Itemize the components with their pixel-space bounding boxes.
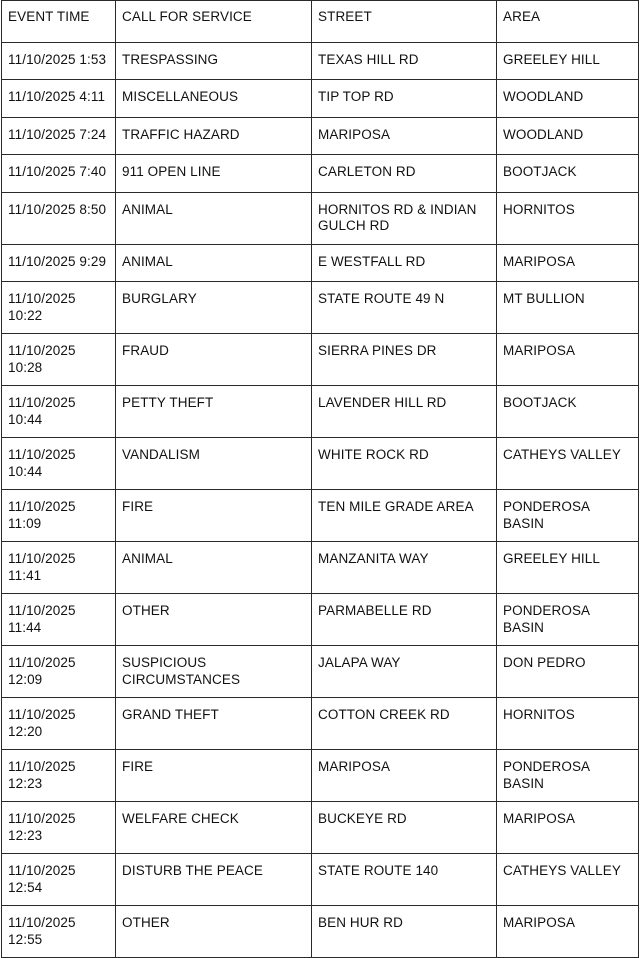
table-row [2,646,639,698]
cell-call-for-service: OTHER [116,594,312,646]
table-row [2,334,639,386]
cell-street: E WESTFALL RD [312,244,497,282]
cell-event-time: 11/10/2025 1:53 [2,42,116,80]
table-row [2,117,639,155]
table-row [2,386,639,438]
cell-area: WOODLAND [497,117,639,155]
cell-street: STATE ROUTE 49 N [312,282,497,334]
cell-call-for-service: BURGLARY [116,282,312,334]
cell-call-for-service: 911 OPEN LINE [116,155,312,193]
cell-event-time: 11/10/2025 11:41 [2,542,116,594]
table-row [2,906,639,958]
cell-call-for-service: ANIMAL [116,244,312,282]
table-row [2,750,639,802]
cell-call-for-service: VANDALISM [116,438,312,490]
cell-street: TEN MILE GRADE AREA [312,490,497,542]
cell-event-time: 11/10/2025 9:29 [2,244,116,282]
cell-call-for-service: PETTY THEFT [116,386,312,438]
cell-event-time: 11/10/2025 12:23 [2,802,116,854]
cell-area: PONDEROSA BASIN [497,490,639,542]
table-row [2,80,639,118]
cell-call-for-service: ANIMAL [116,192,312,244]
cell-area: MARIPOSA [497,334,639,386]
table-row [2,802,639,854]
table-row [2,542,639,594]
cell-area: PONDEROSA BASIN [497,750,639,802]
cell-area: HORNITOS [497,192,639,244]
cell-street: JALAPA WAY [312,646,497,698]
cell-event-time: 11/10/2025 7:40 [2,155,116,193]
cell-call-for-service: FIRE [116,750,312,802]
cell-street: STATE ROUTE 140 [312,854,497,906]
cell-call-for-service: FIRE [116,490,312,542]
cell-street: SIERRA PINES DR [312,334,497,386]
table-row [2,698,639,750]
cell-street: MANZANITA WAY [312,542,497,594]
cell-event-time: 11/10/2025 10:28 [2,334,116,386]
cell-street: COTTON CREEK RD [312,698,497,750]
header-event-time: EVENT TIME [2,1,116,43]
cell-event-time: 11/10/2025 12:20 [2,698,116,750]
cell-call-for-service: MISCELLANEOUS [116,80,312,118]
cell-street: HORNITOS RD & INDIAN GULCH RD [312,192,497,244]
cell-street: BUCKEYE RD [312,802,497,854]
cell-area: MARIPOSA [497,244,639,282]
cell-event-time: 11/10/2025 10:44 [2,386,116,438]
cell-call-for-service: ANIMAL [116,542,312,594]
cell-event-time: 11/10/2025 10:44 [2,438,116,490]
cell-street: LAVENDER HILL RD [312,386,497,438]
cell-call-for-service: TRESPASSING [116,42,312,80]
cell-event-time: 11/10/2025 4:11 [2,80,116,118]
table-row [2,490,639,542]
header-row [2,1,639,43]
table-row [2,282,639,334]
cell-area: MARIPOSA [497,802,639,854]
cell-street: PARMABELLE RD [312,594,497,646]
cell-event-time: 11/10/2025 12:55 [2,906,116,958]
cell-call-for-service: SUSPICIOUS CIRCUMSTANCES [116,646,312,698]
header-area: AREA [497,1,639,43]
call-log-table [1,0,639,958]
cell-event-time: 11/10/2025 11:09 [2,490,116,542]
cell-street: BEN HUR RD [312,906,497,958]
cell-street: CARLETON RD [312,155,497,193]
cell-event-time: 11/10/2025 12:54 [2,854,116,906]
cell-area: MARIPOSA [497,906,639,958]
cell-street: WHITE ROCK RD [312,438,497,490]
cell-area: GREELEY HILL [497,42,639,80]
cell-event-time: 11/10/2025 8:50 [2,192,116,244]
cell-area: CATHEYS VALLEY [497,438,639,490]
cell-area: BOOTJACK [497,386,639,438]
cell-call-for-service: FRAUD [116,334,312,386]
cell-event-time: 11/10/2025 12:09 [2,646,116,698]
cell-area: CATHEYS VALLEY [497,854,639,906]
cell-event-time: 11/10/2025 12:23 [2,750,116,802]
cell-call-for-service: GRAND THEFT [116,698,312,750]
cell-street: MARIPOSA [312,750,497,802]
cell-street: MARIPOSA [312,117,497,155]
table-row [2,244,639,282]
cell-call-for-service: OTHER [116,906,312,958]
table-row [2,155,639,193]
cell-event-time: 11/10/2025 10:22 [2,282,116,334]
cell-call-for-service: DISTURB THE PEACE [116,854,312,906]
table-row [2,854,639,906]
cell-area: BOOTJACK [497,155,639,193]
cell-area: GREELEY HILL [497,542,639,594]
header-call-for-service: CALL FOR SERVICE [116,1,312,43]
cell-call-for-service: TRAFFIC HAZARD [116,117,312,155]
table-row [2,594,639,646]
cell-event-time: 11/10/2025 7:24 [2,117,116,155]
cell-area: PONDEROSA BASIN [497,594,639,646]
table-row [2,438,639,490]
cell-area: HORNITOS [497,698,639,750]
cell-area: DON PEDRO [497,646,639,698]
header-street: STREET [312,1,497,43]
cell-area: MT BULLION [497,282,639,334]
table-row [2,42,639,80]
cell-street: TIP TOP RD [312,80,497,118]
cell-area: WOODLAND [497,80,639,118]
cell-call-for-service: WELFARE CHECK [116,802,312,854]
cell-event-time: 11/10/2025 11:44 [2,594,116,646]
table-row [2,192,639,244]
cell-street: TEXAS HILL RD [312,42,497,80]
